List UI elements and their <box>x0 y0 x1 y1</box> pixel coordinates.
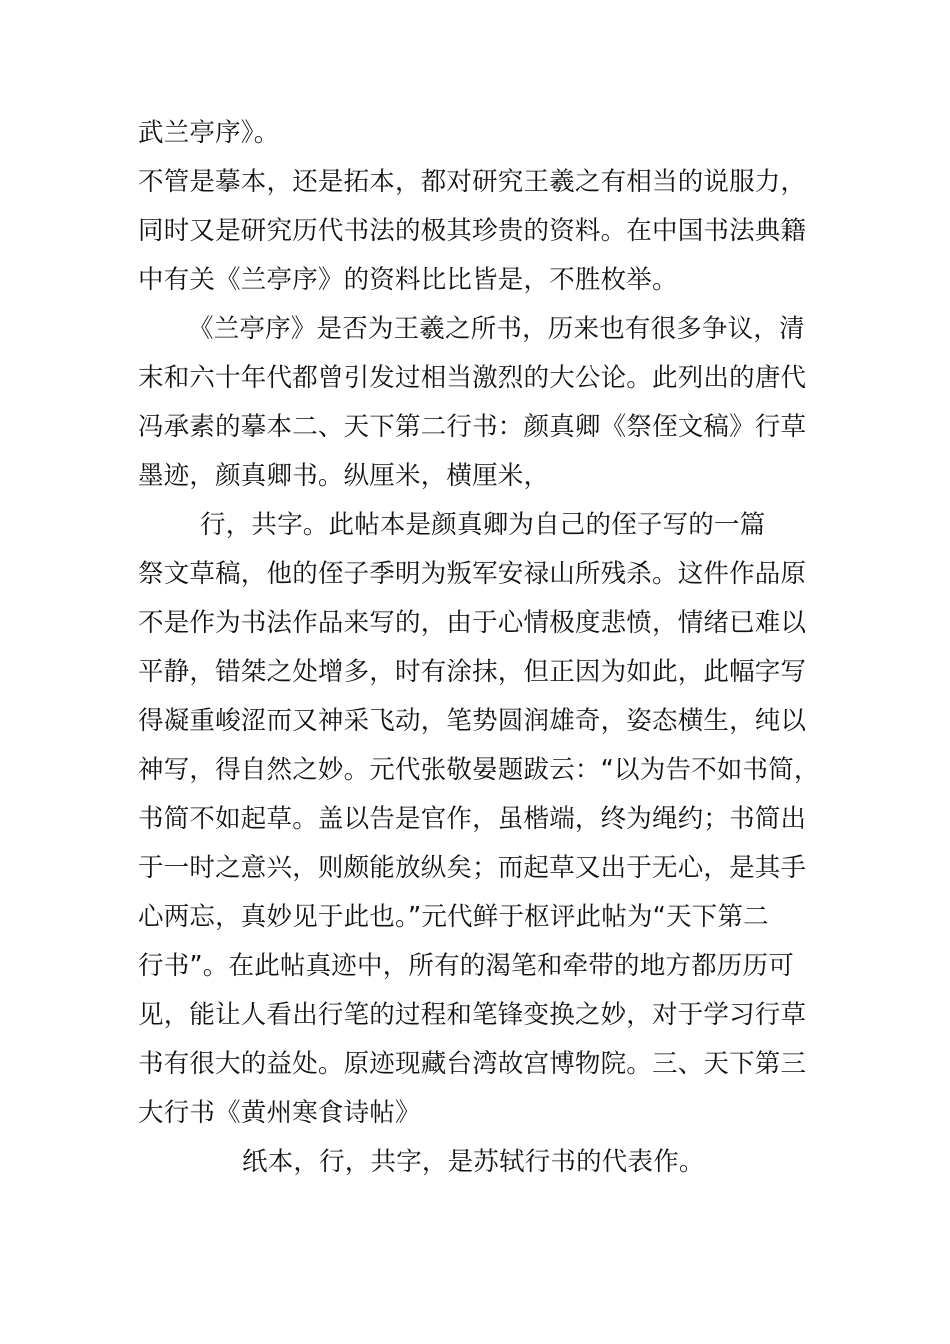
text-line-1: 武兰亭序》。 <box>138 118 280 148</box>
text-line-9: 行，共字。此帖本是颜真卿为自己的侄子写的一篇 <box>200 510 766 540</box>
text-line-2: 不管是摹本，还是拓本，都对研究王羲之有相当的说服力， <box>138 167 807 197</box>
text-line-10: 祭文草稿，他的侄子季明为叛军安禄山所残杀。这件作品原 <box>138 559 807 589</box>
text-line-19: 见，能让人看出行笔的过程和笔锋变换之妙，对于学习行草 <box>138 1000 807 1030</box>
text-line-5: 《兰亭序》是否为王羲之所书，历来也有很多争议，清 <box>188 314 805 344</box>
text-line-4: 中有关《兰亭序》的资料比比皆是，不胜枚举。 <box>138 265 678 295</box>
text-line-16: 于一时之意兴，则颇能放纵矣；而起草又出于无心，是其手 <box>138 853 807 883</box>
text-line-14: 神写，得自然之妙。元代张敬晏题跋云：“以为告不如书简， <box>138 755 820 785</box>
text-line-20: 书有很大的益处。原迹现藏台湾故宫博物院。三、天下第三 <box>138 1049 807 1079</box>
text-line-21: 大行书《黄州寒食诗帖》 <box>138 1098 421 1128</box>
text-line-12: 平静，错桀之处增多，时有涂抹，但正因为如此，此幅字写 <box>138 657 807 687</box>
text-line-22: 纸本，行，共字，是苏轼行书的代表作。 <box>242 1147 705 1177</box>
text-line-17: 心两忘，真妙见于此也。”元代鲜于枢评此帖为“天下第二 <box>138 902 769 932</box>
text-line-15: 书简不如起草。盖以告是官作，虽楷端，终为绳约；书简出 <box>138 804 807 834</box>
text-line-18: 行书”。在此帖真迹中，所有的渴笔和牵带的地方都历历可 <box>138 951 794 981</box>
text-line-7: 冯承素的摹本二、天下第二行书：颜真卿《祭侄文稿》行草 <box>138 412 807 442</box>
text-line-11: 不是作为书法作品来写的，由于心情极度悲愤，情绪已难以 <box>138 608 807 638</box>
text-line-13: 得凝重峻涩而又神采飞动，笔势圆润雄奇，姿态横生，纯以 <box>138 706 807 736</box>
text-line-3: 同时又是研究历代书法的极其珍贵的资料。在中国书法典籍 <box>138 216 807 246</box>
text-line-6: 末和六十年代都曾引发过相当激烈的大公论。此列出的唐代 <box>138 363 807 393</box>
text-line-8: 墨迹，颜真卿书。纵厘米，横厘米， <box>138 461 550 491</box>
